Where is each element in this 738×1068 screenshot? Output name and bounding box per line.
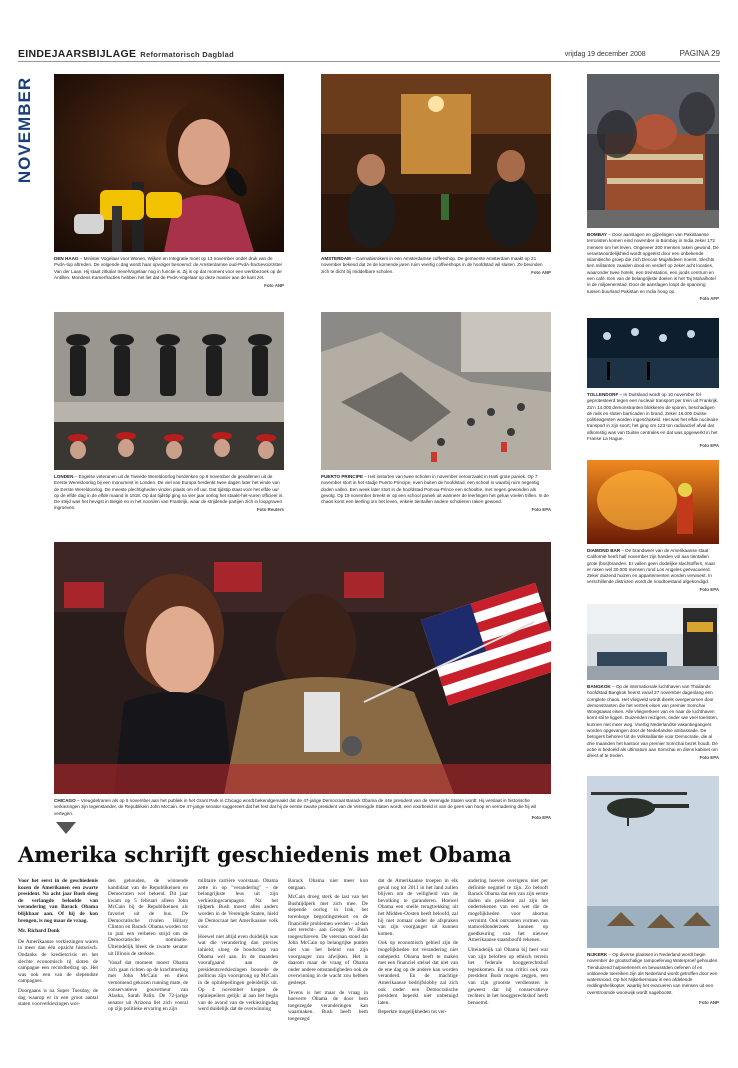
caption-amsterdam: AMSTERDAM – Cannabisrokers in een Amsterdamse coffeeshop. De gemeente Amsterdam maakt op 21 november bekend dat ze de komende jaren ruim veertig coffeeshops in de hoofdstad wil sluiten. Ze bevinden zich te dicht bij middelbare scholen. <box>321 256 543 274</box>
article-column-1 <box>18 878 98 1011</box>
photo-bombay-image <box>587 74 719 228</box>
issue-date: vrijdag 19 december 2008 <box>564 51 646 58</box>
photo-amsterdam-image <box>321 74 551 252</box>
article-column-4 <box>288 878 368 1025</box>
column-paragraph: andering hoeven overigens niet per definitie negatief te zijn. Zo belooft Barack Obama dat een van zijn eerste daden als president zal zijn het ondertekenen van een wet die de mogelijkheden voor abortus verruimt. Ook ontvanten vormen van stamceldonderzoek kunnen op goedkeuring van het nieuwe Amerikaanse staatshoofd rekenen. <box>468 878 549 944</box>
column-paragraph: Ook op economisch gebied zijn de mogelijkheden tot verandering niet onbeperkt. Obama heeft te maken met een financiel stelsel dat niet van de ene dag op de andere kan worden veranderd. En de machtige Amerikaanse bedrijfslobby zal zich ook onder een Democratische president beperkt niet onbetuigd laten. <box>378 940 458 1006</box>
page-header <box>18 48 720 62</box>
column-paragraph: McCain droeg sterk de last van het Bushtijdperk met zich mee. De slepende oorlog in Irak, het torenhoge begrotingstekort en de financiële problemen werden – al dan niet terecht– aan George W. Bush toegeschreven. De veteraan stond dat John McCain op belangrijke punten niet van het beleid van zijn voorganger zou afwijken. Het is daarom maar de vraag of Obama onder andere omstandigheden ook de overwinning in de wacht zou hebben gesleept. <box>288 894 368 986</box>
caption-bangkok: BANGKOK – Op de internationale luchthaven van Thailands hoofdstad Bangkok heerst vanaf 27 november dagenlang een complete chaos. Het vliegveld wordt dieels overgenomen door demonstranten die het vertrek eisen van premier Somchai Wongsawat eisen. Alle vliegverkeer van en naar de luchthaven komt stil te liggen. Duizenden reizigers, onder wie veel toeristen, kunnen niet meer weg. Voertig Nederlandse vakantiegangers worden opgevangen door de Nederlandse ambassade. De betogers behoren tot de Volksalliantie voor Democratie, die al drie maanden het kantoor van premier Somchai bezet houdt. De actie is bedoeld als ultimatum aan Somchai en diens kabinet om direct af te treden. <box>587 684 718 759</box>
caption-tollendorf: TOLLENDORF – In Duitsland wordt op 10 november fel geprotesteerd tegen een nucleair transport per trein uit Frankrijk. Zo'n 14.000 demonstranten blokkeren de sporen, beschadigen de rails en sloten barricaden in brand. Zeker 16.000 Duitse politieagenten worden ingeschakeld. Het was het elfde nucleaire transport in zijn soort; het ging om 123 ton radioactief afval dat afkomstig was van Duitse centrales en dat was opgewerkt in het Franse La Hague. <box>587 392 719 442</box>
photo-diamond-bar <box>587 460 719 544</box>
photo-amsterdam <box>321 74 551 252</box>
credit-nijkerk: Foto ANP <box>699 1000 719 1005</box>
photo-chicago-image <box>54 542 551 794</box>
column-paragraph: dat de Amerikaanse troepen in elk geval nog tot 2011 in het land zullen blijven om de veiligheid van de bevolking te garanderen. Hoewel Obama een snelle terugtrekking uit het Midden-Oosten heeft beloofd, zal hij niet zomaar onder de afspraken van zijn voorganger uit kunnen komen. <box>378 878 458 937</box>
article-column-2 <box>108 878 188 1016</box>
article-column-6 <box>468 878 548 1009</box>
photo-london <box>54 312 284 470</box>
photo-puerto-principe <box>321 312 551 470</box>
photo-bombay <box>587 74 719 228</box>
publication-name: Reformatorisch Dagblad <box>140 50 234 59</box>
article-byline: Mr. Richard Donk <box>18 928 60 935</box>
column-paragraph: den gehouden, de winnende kandidaat van de Republikeinen en Democraten wel bekend. Dit jaar kwam op 5 februari alleen John McCain bij de Republikeinen als favoriet uit de bus. De Democratische rivalen Hillary Clinton en Barack Obama worden tot in juni een verbeten strijd om de Democratische nominatie. Uiteindelijk bleek de zwarte senator uit Illinois de sterkste. <box>108 878 188 957</box>
article-column-5 <box>378 878 458 1019</box>
article-headline: Amerika schrijft geschiedenis met Obama <box>18 842 512 867</box>
caption-bombay: BOMBAY – Door aanslagen en gijzelingen van Pakistaanse terroristen komen eind november in Bombay in India zeker 172 mensen om het leven. Ongeveer 300 mensen raken gewond. De verantwoordelijkheid wordt opgeëist door een onbekende islamitische groep die zich Deccan Mujahideen noemt. Slechts tien militanten zaaiden dood en verderf op zeker acht locaties, waaronder twee hotels, een treinstation, een joods centrum en een café. Een van de belangrijkste doelen is het Taj Mahalhotel in de miljoenenstad. Door de aanslagen loopt de spanning tussen buurland Pakistan en India hoog op. <box>587 232 719 294</box>
credit-amsterdam: Foto ANP <box>531 270 551 275</box>
column-paragraph: militaire carrière voorstaan. Obama zette in op "verandering" – de belangrijkste leus uit zijn verkiezingscampagne. Na het tijdperk Bush moest alles anders worden in de Verenigde Staten, hield de Democraat het Amerikaanse volk voor. <box>198 878 278 931</box>
column-paragraph: Tevens is het maar de vraag in hoeverre Obama de door hem toegezegde veranderingen kan waarmaken. Bush heeft hem toegezegd <box>288 989 368 1022</box>
column-paragraph: Doorgaans is na Super Tuesday, de dag waarop er in een groot aantal staten voorverkiezingen wor- <box>18 987 98 1008</box>
photo-bangkok-image <box>587 604 719 680</box>
caption-nijkerk: NIJKERK – Op diverse plaatsen in Nederland wordt begin november de grootschalige rampoefening Waterproef gehouden. Tienduizend hulpverleners en bewusstden oefenen of en voldoende toereiken zijn als Nederland wordt getroffen door een watersnood. Op het Nijkerkernauw is een afdelende reddingshelikopter, waarbij het evacueren van mensen uit een overstroomde woonwijk wordt nagebootst. <box>587 952 719 995</box>
column-paragraph: De Amerikaanse verkiezingen waren in meer dan één opzicht historisch. Ondanks de kredietcrisis en het slechte economisch tij sloten de campagne een recordbedrag op. Het was ook een van de slependste campagnes. <box>18 938 98 985</box>
column-paragraph: 'Vanaf dat moment moest Obama zich gaan richten op de krachtmeting met John McCain en diens vernomend gekozen running mate, de conservatieve gouverneur van Alaska, Sarah Palin. De 72-jarige senator uit Arizona liet zich vooral op zijn politieke ervaring en zijn <box>108 960 188 1013</box>
article-lead: Voor het eerst in de geschiedenis kozen de Amerikanen een zwarte president. Na acht jaar Bush sleeg de verlangde beloofde van verandering van Barack Obama blijkbaar aan. Of hij de kon brengen, is nog maar de vraag. <box>18 878 98 924</box>
credit-diamond-bar: Foto EPA <box>699 587 719 592</box>
caption-puerto-principe: PUERTO PRINCIPE – Het instorten van twee scholen in november veroorzaakt in Haïti grote paniek. Op 7 november stort in het stadje Puerto Principe, even buiten de hoofdstad, een school in waarbij ruim negentig doden vallen. Een week later stort in de hoofdstad Port-au-Prince een schooltie, met negen gewonden als gevolg. Op 19 november breekt er op een school paniek uit wanneer de leerlingen het geluw voelen trillen. In de chaos komt een leerling om het leven, enkele tientallen andere scholieren raken gewond. <box>321 474 549 505</box>
credit-chicago: Foto EPA <box>531 815 551 820</box>
photo-diamond-bar-image <box>587 460 719 544</box>
credit-bombay: Foto AFP <box>699 296 719 301</box>
caption-den-haag: DEN HAAG – Minister Vogelaar voor Wonen, Wijken en Integratie moet op 13 november onder druk van de PvdA-top aftreden. De volgende dag wordt haar opvolger benoemd: de Amsterdamse oud-PvdA-fractievoorzitter Van der Laan. Hij staat zitkalar trevelVogelaar nog in functie is. Zij is op dat moment voor een werkbezoek op de Antillen. Mondeos Kamerfracties hebben het liet dat de PvdA-Vogelaar op deze manier aan de kant zet. <box>54 256 283 280</box>
section-title: EINDEJAARSBIJLAGE <box>18 48 137 60</box>
caption-chicago: CHICAGO – Vreugdetranen als op 5 november aan het publiek in het Grant Park in Chicago wordt bekendgemaakt dat de 47-jarige Democraat Barack Obama de 44e president van de Verenigde Staten wordt. Hij verslaat in historische verkiezingen zijn tegenstander, de Republikein John McCain. De 47-jarige senator suggereert dat het fest dat hij de eerste zwarte president van de Verenigde Staten wordt, een voorbeeld is van de geen van hoop en vernadering die hij wil vertegen. <box>54 798 537 816</box>
credit-london: Foto Reuters <box>256 507 284 512</box>
column-paragraph: Hoewel niet altijd even duidelijk was wat die verandering dan precies inhield, sloeg de boodschap van Obama wel aan. In de maanden voorafgaand aan de presidentsverkiezingen boosede de politicus zijn voorsprong op McCain in de opiniepeilingen geleidelijk uit. Op 4 november kregen de opiniepeilers gelijk: al aan het begin van de avond van de verkiezingsdag werd duidelijk dat de overwinning <box>198 933 278 1013</box>
header-right <box>565 49 720 58</box>
photo-london-image <box>54 312 284 470</box>
photo-bangkok <box>587 604 719 680</box>
photo-den-haag-image <box>54 74 284 252</box>
photo-puerto-principe-image <box>321 312 551 470</box>
photo-chicago <box>54 542 551 794</box>
arrow-down-icon <box>56 822 76 834</box>
credit-puerto-principe: Foto EPA <box>531 507 551 512</box>
column-paragraph: Barack Obama niet meer kon ontgaan. <box>288 878 368 891</box>
caption-diamond-bar: DIAMOND BAR – De brandweer van de Amerikaanse staat Californië heeft half november zijn handen vol aan tientallen grote (bos)branden. Er vallen geen dodelijke slachtoffers, maar er raken wel 30.000 mensen rond Los Angeles geëvacueerd. Zeker duizend huizen en appartementen worden verwoest. In verschillende districten wordt de noodtoestand afgekondigd. <box>587 548 716 585</box>
photo-tollendorf <box>587 318 719 388</box>
header-left <box>18 48 234 60</box>
month-label: NOVEMBER <box>15 76 34 184</box>
article-column-3 <box>198 878 278 1016</box>
page-number: PAGINA 29 <box>679 49 720 58</box>
credit-den-haag: Foto ANP <box>264 283 284 288</box>
photo-tollendorf-image <box>587 318 719 388</box>
column-paragraph: Uiteindelijk zal Obama bij heel wat van zijn beloften op ethisch terrein het federale hooggerechtshof tegenkomen. En van critici ook van president Bush mogen zeggen, een van zijn grootste verdiensten is geweest dat hij conservatieve rechters in het hooggerechtshof heeft benoemd. <box>468 946 548 1006</box>
photo-nijkerk-image <box>587 776 719 948</box>
photo-den-haag <box>54 74 284 252</box>
photo-nijkerk <box>587 776 719 948</box>
credit-tollendorf: Foto EPA <box>699 443 719 448</box>
column-paragraph: Beperkte mogelijkheden tot ver- <box>378 1009 447 1016</box>
caption-london: LONDEN – Engelse veteranen uit de Tweede Wereldoorlog herdenken op 9 november de gevallenen uit de Eerste Wereldoorlog bij een monument in Londen. De viel van Europa herdenkt twee dagen later het einde van de Eerste Wereldoorlog. De meeste plechtigheden vinden plaats om elf uur. Dat tijdstip staat voor het elfde uur op de elfde dag in de elfde maand in 1918. Op dat tijdstip ging na vier jaar oorlog het staakt-het-vuren officieel in. De strijd was het hevigst in België en in het noorden van Frankrijk, waar de strijdende partijen zich in loopgraven ingroeven. <box>54 474 284 511</box>
credit-bangkok: Foto EPA <box>699 755 719 760</box>
